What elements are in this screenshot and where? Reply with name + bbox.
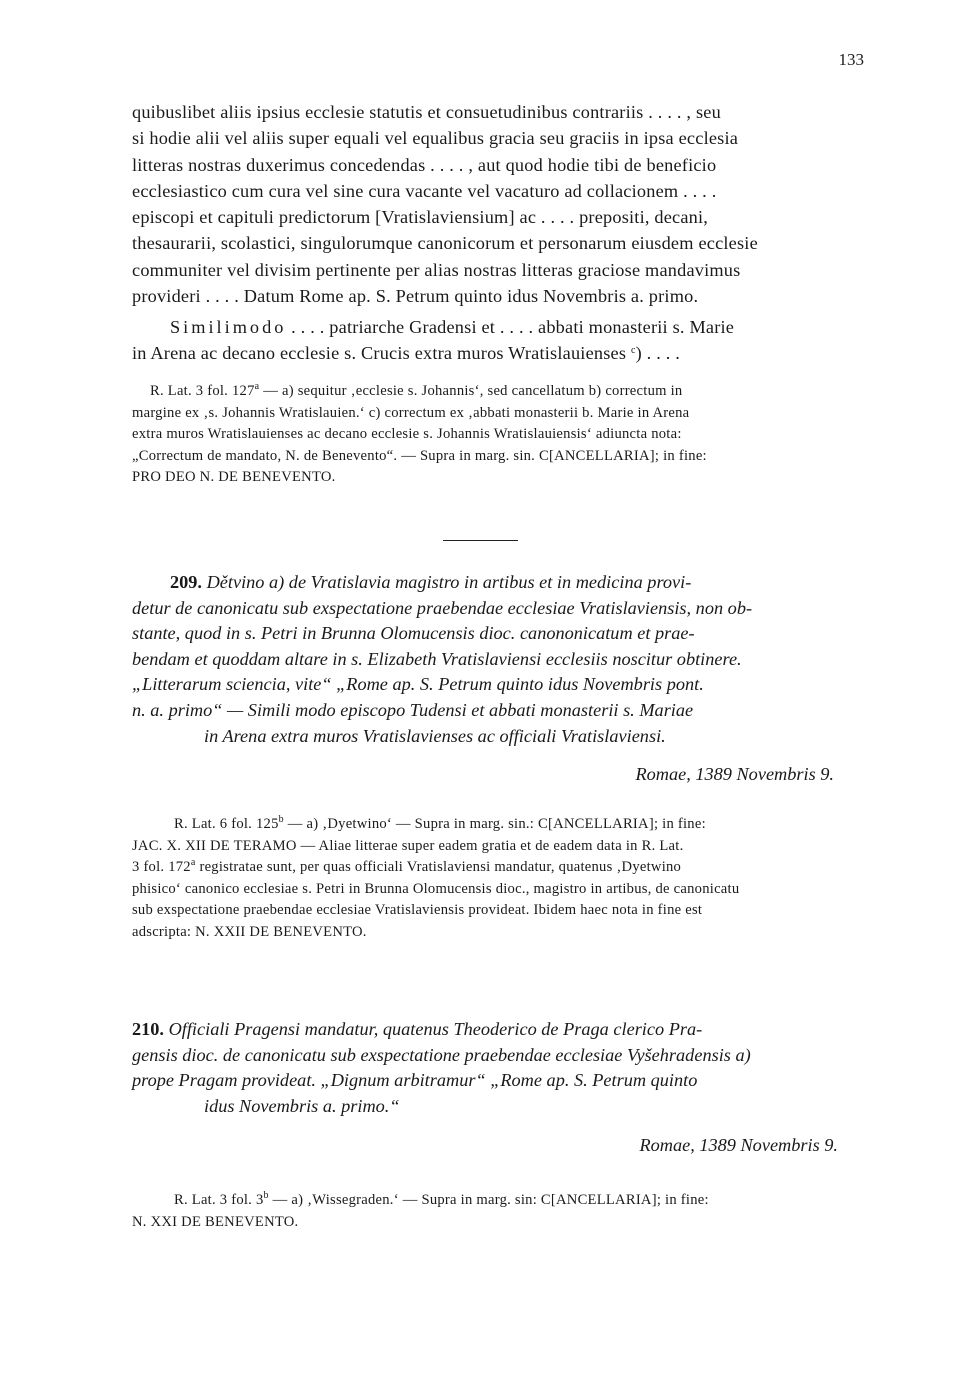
entry-line: in Arena extra muros Vratislavienses ac officiali Vratislaviensi. — [204, 725, 666, 746]
note-line — [132, 857, 868, 879]
note-line: JAC. X. XII DE TERAMO — Aliae litterae super eadem gratia et de eadem data in R. Lat. — [132, 837, 684, 854]
entry-number: 210. — [132, 1019, 164, 1039]
entry-209-line-1 — [132, 570, 868, 596]
entry-text: Officiali Pragensi mandatur, quatenus Theoderico de Praga clerico Pra- — [164, 1019, 703, 1039]
similar-line-2-end: ) . . . . — [635, 343, 681, 364]
note-line: PRO DEO N. DE BENEVENTO. — [132, 469, 336, 486]
note-text: — a) ‚Wissegraden.‘ — Supra in marg. sin: C[ANCELLARIA]; in fine: — [268, 1192, 709, 1208]
folio-sup: b — [278, 814, 284, 825]
note-text: — a) sequitur ‚ecclesie s. Johannis‘, sed cancellatum b) correctum in — [259, 383, 683, 399]
entry-210 — [132, 1017, 868, 1159]
note-ref: R. Lat. 3 fol. 127 — [150, 383, 255, 399]
entry-date: Romae, 1389 Novembris 9. — [639, 1135, 838, 1156]
similar-line-2-text: in Arena ac decano ecclesie s. Crucis extra muros Wratislauienses — [132, 343, 627, 364]
text-line: communiter vel divisim pertinente per alias nostras litteras graciose mandavimus — [132, 259, 741, 280]
text-line: ecclesiastico cum cura vel sine cura vacante vel vacaturo ad collacionem . . . . — [132, 180, 717, 201]
entry-line: idus Novembris a. primo.“ — [204, 1095, 400, 1116]
similar-spaced-word: Similimodo — [170, 317, 287, 337]
similar-mandate — [132, 314, 868, 367]
section-divider — [443, 540, 518, 541]
note-line: extra muros Wratislauienses ac decano ecclesie s. Johannis Wratislauiensis‘ adiuncta nota: — [132, 426, 682, 443]
note-line — [132, 814, 868, 836]
note-line: margine ex ‚s. Johannis Wratislauien.‘ c) correctum ex ‚abbati monasterii b. Marie in Arena — [132, 404, 690, 421]
text-line: episcopi et capituli predictorum [Vratislaviensium] ac . . . . prepositi, decani, — [132, 207, 709, 228]
entry-text: Dětvino a) de Vratislavia magistro in artibus et in medicina provi- — [202, 572, 692, 592]
apparatus-210 — [132, 1190, 868, 1233]
note-text: — a) ‚Dyetwino‘ — Supra in marg. sin.: C[ANCELLARIA]; in fine: — [283, 816, 706, 832]
text-line: si hodie alii vel aliis super equali vel equalibus gracia seu graciis in ipsa ecclesia — [132, 128, 739, 149]
note-ref: R. Lat. 6 fol. 125 — [174, 816, 279, 832]
note-line — [132, 1190, 868, 1212]
text-line: provideri . . . . Datum Rome ap. S. Petrum quinto idus Novembris a. primo. — [132, 286, 699, 307]
similar-rest: . . . . patriarche Gradensi et . . . . abbati monasterii s. Marie — [286, 317, 735, 337]
entry-line: stante, quod in s. Petri in Brunna Olomucensis dioc. canononicatum et prae- — [132, 623, 695, 644]
note-line: phisico‘ canonico ecclesiae s. Petri in Brunna Olomucensis dioc., magistro in artibus, de canonicatu — [132, 880, 740, 897]
entry-line: gensis dioc. de canonicatu sub exspectatione praebendae ecclesiae Vyšehradensis a) — [132, 1044, 751, 1065]
similar-line-2 — [132, 340, 868, 366]
note-line: adscripta: N. XXII DE BENEVENTO. — [132, 923, 367, 940]
entry-209 — [132, 570, 868, 788]
entry-date: Romae, 1389 Novembris 9. — [635, 764, 834, 785]
entry-210-line-1 — [132, 1017, 868, 1043]
note-ref: 3 fol. 172 — [132, 859, 191, 876]
text-line: litteras nostras duxerimus concedendas . . . . , aut quod hodie tibi de beneficio — [132, 154, 717, 175]
note-text: registratae sunt, per quas officiali Vratislaviensi mandatur, quatenus ‚Dyetwino — [195, 859, 682, 876]
entry-line: „Litterarum sciencia, vite“ „Rome ap. S. Petrum quinto idus Novembris pont. — [132, 674, 704, 695]
folio-sup: b — [263, 1190, 269, 1201]
apparatus-209 — [132, 814, 868, 944]
text-line: thesaurarii, scolastici, singulorumque canonicorum et personarum eiusdem ecclesie — [132, 233, 758, 254]
entry-number: 209. — [170, 572, 202, 592]
note-ref: R. Lat. 3 fol. 3 — [174, 1192, 264, 1208]
page-number: 133 — [838, 50, 864, 69]
entry-line: bendam et quoddam altare in s. Elizabeth Vratislaviensi ecclesiis noscitur obtinere. — [132, 648, 742, 669]
similar-line-1 — [132, 314, 868, 340]
note-line — [132, 381, 868, 403]
folio-sup: a — [190, 857, 196, 869]
footnote-mark: c — [630, 345, 636, 357]
entry-line: n. a. primo“ — Simili modo episcopo Tudensi et abbati monasterii s. Mariae — [132, 699, 694, 720]
entry-line: detur de canonicatu sub exspectatione praebendae ecclesiae Vratislaviensis, non ob- — [132, 597, 753, 618]
apparatus-208 — [132, 381, 868, 489]
note-line: sub exspectatione praebendae ecclesiae Vratislaviensis provideat. Ibidem haec nota in fine est — [132, 902, 703, 919]
folio-sup: a — [254, 381, 260, 392]
entry-line: prope Pragam provideat. „Dignum arbitramur“ „Rome ap. S. Petrum quinto — [132, 1070, 698, 1091]
letter-208-text — [132, 99, 868, 309]
note-line: „Correctum de mandato, N. de Benevento“. — Supra in marg. sin. C[ANCELLARIA]; in fine: — [132, 447, 707, 464]
note-line: N. XXI DE BENEVENTO. — [132, 1213, 299, 1230]
text-line: quibuslibet aliis ipsius ecclesie statutis et consuetudinibus contrariis . . . . , seu — [132, 102, 721, 122]
